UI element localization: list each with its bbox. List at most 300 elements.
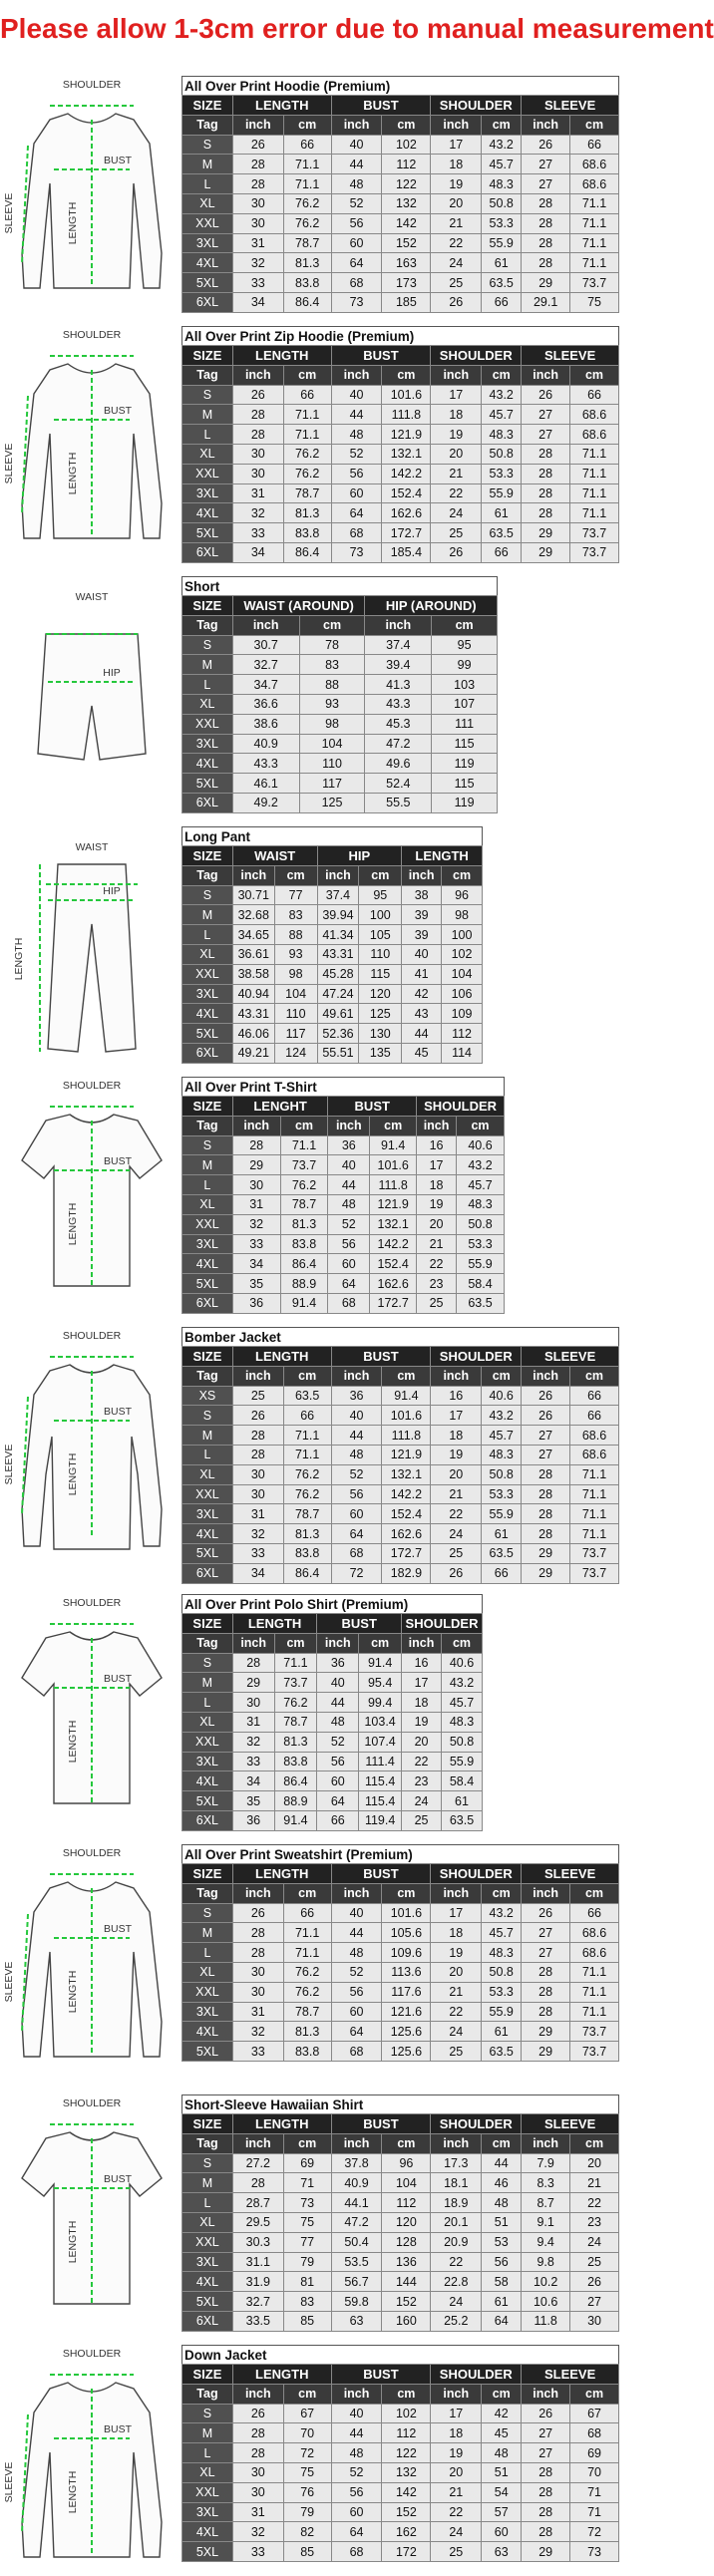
- measurement-cell: 88.9: [274, 1791, 317, 1811]
- measurement-cell: 20: [431, 1464, 482, 1484]
- inch-header: inch: [331, 1366, 382, 1386]
- measurement-cell: 93: [299, 694, 365, 714]
- group-header: SLEEVE: [522, 96, 619, 116]
- measurement-cell: 76.2: [283, 1484, 331, 1504]
- measurement-cell: 27: [522, 2443, 570, 2463]
- measurement-cell: 100: [442, 925, 483, 945]
- length-label: LENGTH: [67, 201, 79, 245]
- measurement-cell: 60: [331, 2002, 382, 2022]
- inch-header: inch: [317, 865, 359, 885]
- table-row: [182, 1464, 619, 1484]
- unit-header-row: [182, 865, 483, 885]
- measurement-cell: 130: [359, 1024, 402, 1044]
- measurement-cell: 40: [331, 1406, 382, 1426]
- measurement-cell: 44: [331, 405, 382, 425]
- measurement-cell: 71.1: [283, 1445, 331, 1464]
- measurement-cell: 66: [570, 1903, 619, 1923]
- table-row: [182, 1771, 483, 1791]
- measurement-cell: 31.1: [232, 2252, 283, 2272]
- measurement-cell: 142.2: [382, 464, 431, 483]
- cm-header: cm: [283, 2133, 331, 2153]
- group-header: BUST: [331, 346, 431, 366]
- measurement-cell: 81.3: [274, 1732, 317, 1752]
- size-tag-cell: L: [182, 1175, 233, 1195]
- sleeve-label: SLEEVE: [3, 1444, 15, 1485]
- measurement-cell: 27: [522, 425, 570, 445]
- measurement-cell: 83.8: [283, 523, 331, 543]
- inch-header: inch: [232, 2133, 283, 2153]
- measurement-cell: 32: [232, 1214, 280, 1234]
- size-tag-cell: 3XL: [182, 1234, 233, 1254]
- measurement-cell: 81.3: [283, 2022, 331, 2042]
- size-tag-cell: XL: [182, 1194, 233, 1214]
- garment-figure: [0, 824, 179, 1075]
- measurement-cell: 31: [232, 233, 283, 253]
- measurement-table: [181, 95, 619, 313]
- measurement-cell: 120: [382, 2212, 431, 2232]
- table-row: [182, 2522, 619, 2542]
- measurement-cell: 115: [432, 774, 498, 794]
- size-tag-cell: 5XL: [182, 1024, 233, 1044]
- cm-header: cm: [570, 1366, 619, 1386]
- measurement-cell: 30: [232, 1484, 283, 1504]
- measurement-cell: 71.1: [570, 253, 619, 273]
- measurement-cell: 128: [382, 2232, 431, 2252]
- bomber-garment-illustration: [0, 1325, 179, 1592]
- measurement-cell: 18: [431, 155, 482, 174]
- measurement-cell: 18: [431, 1426, 482, 1446]
- measurement-cell: 48: [331, 174, 382, 194]
- measurement-cell: 11.8: [522, 2311, 570, 2331]
- measurement-cell: 101.6: [382, 385, 431, 405]
- cm-header: cm: [482, 115, 522, 135]
- inch-header: inch: [331, 115, 382, 135]
- measurement-cell: 26: [522, 135, 570, 155]
- measurement-cell: 48: [482, 2193, 522, 2213]
- size-tag-cell: M: [182, 2423, 233, 2443]
- measurement-cell: 28: [232, 1135, 280, 1155]
- shoulder-label: SHOULDER: [62, 2348, 122, 2360]
- group-header: SLEEVE: [522, 346, 619, 366]
- measurement-cell: 49.61: [317, 1004, 359, 1024]
- measurement-cell: 101.6: [382, 1406, 431, 1426]
- measurement-cell: 66: [570, 135, 619, 155]
- measurement-cell: 44: [331, 1923, 382, 1943]
- group-header: SHOULDER: [417, 1097, 505, 1117]
- measurement-cell: 56: [482, 2252, 522, 2272]
- measurement-cell: 17.3: [431, 2153, 482, 2173]
- cm-header: cm: [570, 365, 619, 385]
- size-table-title: Long Pant: [181, 826, 483, 845]
- measurement-cell: 71.1: [570, 1484, 619, 1504]
- cm-header: cm: [382, 2384, 431, 2404]
- table-row: [182, 405, 619, 425]
- measurement-cell: 71.1: [283, 405, 331, 425]
- measurement-cell: 57: [482, 2502, 522, 2522]
- measurement-cell: 44: [331, 2423, 382, 2443]
- measurement-cell: 124: [274, 1043, 317, 1063]
- group-header: SHOULDER: [431, 1864, 522, 1884]
- measurement-cell: 28: [522, 193, 570, 213]
- measurement-cell: 68.6: [570, 1445, 619, 1464]
- cm-header: cm: [570, 2384, 619, 2404]
- measurement-cell: 29: [522, 2542, 570, 2562]
- measurement-cell: 98: [299, 714, 365, 734]
- measurement-cell: 95: [432, 635, 498, 655]
- tag-header: Tag: [182, 2133, 233, 2153]
- measurement-cell: 30: [232, 2482, 283, 2502]
- measurement-cell: 43.2: [457, 1155, 505, 1175]
- garment-outline: [48, 864, 136, 1052]
- size-tag-cell: L: [182, 1943, 233, 1963]
- size-table-title: All Over Print T-Shirt: [181, 1077, 505, 1096]
- measurement-cell: 18: [431, 1923, 482, 1943]
- group-header: WAIST (AROUND): [232, 596, 365, 616]
- measurement-cell: 32: [232, 2022, 283, 2042]
- table-row: [182, 655, 498, 675]
- measurement-cell: 17: [402, 1673, 442, 1693]
- polo-garment-illustration: [0, 1592, 179, 1842]
- measurement-cell: 24: [431, 1524, 482, 1544]
- measurement-cell: 40: [317, 1673, 359, 1693]
- table-row: [182, 292, 619, 312]
- measurement-cell: 40.94: [232, 984, 274, 1004]
- measurement-cell: 44: [482, 2153, 522, 2173]
- measurement-cell: 26: [232, 1903, 283, 1923]
- measurement-cell: 30: [232, 1693, 274, 1713]
- inch-header: inch: [331, 365, 382, 385]
- size-tag-cell: 5XL: [182, 1274, 233, 1294]
- table-row: [182, 1214, 505, 1234]
- group-header: LENGHT: [232, 1097, 328, 1117]
- table-row: [182, 885, 483, 905]
- measurement-cell: 64: [331, 2522, 382, 2542]
- length-label: LENGTH: [67, 452, 79, 495]
- measurement-cell: 36: [232, 1810, 274, 1830]
- size-tag-cell: S: [182, 385, 233, 405]
- cm-header: cm: [299, 615, 365, 635]
- size-tag-cell: 4XL: [182, 253, 233, 273]
- measurement-cell: 132.1: [382, 444, 431, 464]
- size-tag-cell: M: [182, 1426, 233, 1446]
- size-tag-cell: 5XL: [182, 2542, 233, 2562]
- measurement-cell: 68.6: [570, 405, 619, 425]
- hip-label: HIP: [103, 885, 121, 897]
- measurement-cell: 163: [382, 253, 431, 273]
- measurement-cell: 66: [482, 542, 522, 562]
- measurement-cell: 105.6: [382, 1923, 431, 1943]
- measurement-cell: 48.3: [482, 425, 522, 445]
- measurement-cell: 64: [331, 1524, 382, 1544]
- inch-header: inch: [431, 1366, 482, 1386]
- measurement-cell: 40: [331, 385, 382, 405]
- measurement-cell: 52: [331, 1962, 382, 1982]
- measurement-cell: 9.1: [522, 2212, 570, 2232]
- measurement-cell: 83: [283, 2292, 331, 2312]
- group-header: SLEEVE: [522, 2365, 619, 2385]
- table-row: [182, 483, 619, 503]
- measurement-cell: 43.2: [482, 385, 522, 405]
- measurement-cell: 117: [299, 774, 365, 794]
- garment-figure: [0, 574, 179, 824]
- unit-header-row: [182, 115, 619, 135]
- group-header: SHOULDER: [431, 96, 522, 116]
- length-label: LENGTH: [67, 2470, 79, 2514]
- measurement-cell: 26: [522, 1903, 570, 1923]
- measurement-cell: 63: [482, 2542, 522, 2562]
- measurement-cell: 52: [317, 1732, 359, 1752]
- measurement-cell: 68: [331, 273, 382, 293]
- cm-header: cm: [482, 2133, 522, 2153]
- table-row: [182, 1923, 619, 1943]
- measurement-cell: 25: [431, 1543, 482, 1563]
- measurement-cell: 52: [331, 1464, 382, 1484]
- measurement-cell: 119.4: [359, 1810, 402, 1830]
- measurement-cell: 83.8: [274, 1752, 317, 1771]
- table-row: [182, 174, 619, 194]
- measurement-cell: 73.7: [280, 1155, 328, 1175]
- measurement-warning-banner: Please allow 1-3cm error due to manual measurement: [0, 13, 714, 44]
- inch-header: inch: [331, 2133, 382, 2153]
- size-tag-cell: 5XL: [182, 2292, 233, 2312]
- measurement-cell: 73: [331, 542, 382, 562]
- measurement-cell: 45.7: [482, 1426, 522, 1446]
- measurement-cell: 71.1: [283, 425, 331, 445]
- measurement-cell: 40.6: [482, 1386, 522, 1406]
- cm-header: cm: [283, 365, 331, 385]
- group-header: BUST: [331, 1347, 431, 1367]
- measurement-cell: 81.3: [283, 253, 331, 273]
- measurement-cell: 49.6: [365, 754, 432, 774]
- measurement-cell: 78.7: [283, 483, 331, 503]
- measurement-cell: 95.4: [359, 1673, 402, 1693]
- size-tag-cell: XL: [182, 2212, 233, 2232]
- group-header: WAIST: [232, 846, 317, 866]
- measurement-cell: 22: [570, 2193, 619, 2213]
- measurement-cell: 16: [402, 1653, 442, 1673]
- measurement-table: [181, 595, 498, 813]
- size-chart-sweatshirt: [0, 1842, 629, 2093]
- measurement-cell: 41.3: [365, 675, 432, 695]
- table-row: [182, 964, 483, 984]
- size-tag-cell: XL: [182, 1464, 233, 1484]
- table-row: [182, 1810, 483, 1830]
- measurement-cell: 49.21: [232, 1043, 274, 1063]
- group-header-row: [182, 846, 483, 866]
- measurement-cell: 8.3: [522, 2173, 570, 2193]
- measurement-cell: 20: [431, 2462, 482, 2482]
- measurement-cell: 33: [232, 2542, 283, 2562]
- measurement-cell: 122: [382, 174, 431, 194]
- measurement-cell: 36: [317, 1653, 359, 1673]
- measurement-cell: 106: [442, 984, 483, 1004]
- measurement-cell: 50.4: [331, 2232, 382, 2252]
- measurement-cell: 132: [382, 2462, 431, 2482]
- measurement-cell: 121.9: [382, 425, 431, 445]
- table-row: [182, 1791, 483, 1811]
- measurement-cell: 152: [382, 2502, 431, 2522]
- measurement-cell: 32: [232, 2522, 283, 2542]
- size-tag-cell: 4XL: [182, 1254, 233, 1274]
- measurement-cell: 29: [522, 542, 570, 562]
- measurement-cell: 63.5: [283, 1386, 331, 1406]
- measurement-cell: 53.3: [482, 1982, 522, 2002]
- measurement-cell: 38.58: [232, 964, 274, 984]
- table-row: [182, 155, 619, 174]
- measurement-cell: 18: [431, 2423, 482, 2443]
- table-row: [182, 523, 619, 543]
- measurement-cell: 66: [570, 1386, 619, 1406]
- measurement-cell: 68: [331, 1543, 382, 1563]
- measurement-cell: 37.4: [317, 885, 359, 905]
- measurement-cell: 142.2: [382, 1484, 431, 1504]
- measurement-cell: 43.31: [232, 1004, 274, 1024]
- measurement-cell: 71: [283, 2173, 331, 2193]
- measurement-cell: 72: [331, 1563, 382, 1583]
- measurement-cell: 61: [482, 2292, 522, 2312]
- table-row: [182, 944, 483, 964]
- measurement-cell: 27: [522, 1923, 570, 1943]
- measurement-cell: 185.4: [382, 542, 431, 562]
- size-tag-cell: XXL: [182, 213, 233, 233]
- size-table: [181, 1594, 483, 1831]
- measurement-cell: 36: [331, 1386, 382, 1406]
- measurement-cell: 44.1: [331, 2193, 382, 2213]
- measurement-cell: 71.1: [570, 483, 619, 503]
- measurement-cell: 33: [232, 2042, 283, 2062]
- measurement-cell: 55.51: [317, 1043, 359, 1063]
- measurement-cell: 38: [402, 885, 442, 905]
- measurement-cell: 63.5: [482, 2042, 522, 2062]
- measurement-cell: 71.1: [570, 1962, 619, 1982]
- measurement-cell: 32.68: [232, 905, 274, 925]
- measurement-cell: 98: [442, 905, 483, 925]
- measurement-cell: 78.7: [283, 233, 331, 253]
- size-table: [181, 1844, 619, 2062]
- measurement-cell: 28: [522, 2502, 570, 2522]
- measurement-cell: 43.2: [482, 1903, 522, 1923]
- measurement-cell: 71.1: [283, 1923, 331, 1943]
- measurement-cell: 17: [431, 2404, 482, 2423]
- measurement-cell: 59.8: [331, 2292, 382, 2312]
- garment-figure: [0, 2093, 179, 2343]
- measurement-cell: 56: [331, 1484, 382, 1504]
- table-row: [182, 503, 619, 523]
- measurement-cell: 119: [432, 754, 498, 774]
- measurement-cell: 70: [570, 2462, 619, 2482]
- measurement-cell: 21: [417, 1234, 457, 1254]
- measurement-cell: 172.7: [370, 1293, 417, 1313]
- inch-header: inch: [232, 2384, 283, 2404]
- measurement-cell: 40: [331, 2404, 382, 2423]
- shoulder-label: SHOULDER: [62, 1597, 122, 1609]
- garment-figure: [0, 1325, 179, 1592]
- shoulder-label: SHOULDER: [62, 329, 122, 341]
- measurement-cell: 37.8: [331, 2153, 382, 2173]
- measurement-cell: 33: [232, 1543, 283, 1563]
- table-row: [182, 925, 483, 945]
- inch-header: inch: [522, 2133, 570, 2153]
- measurement-cell: 71.1: [570, 444, 619, 464]
- measurement-cell: 19: [431, 425, 482, 445]
- size-tag-cell: 6XL: [182, 2311, 233, 2331]
- table-row: [182, 905, 483, 925]
- measurement-cell: 68: [328, 1293, 370, 1313]
- size-table: [181, 826, 483, 1064]
- measurement-cell: 40.9: [331, 2173, 382, 2193]
- group-header: BUST: [331, 96, 431, 116]
- size-tag-cell: 6XL: [182, 1293, 233, 1313]
- measurement-cell: 75: [570, 292, 619, 312]
- measurement-cell: 93: [274, 944, 317, 964]
- table-row: [182, 135, 619, 155]
- measurement-cell: 23: [402, 1771, 442, 1791]
- group-header-row: [182, 346, 619, 366]
- measurement-cell: 122: [382, 2443, 431, 2463]
- measurement-cell: 104: [442, 964, 483, 984]
- measurement-cell: 40.6: [457, 1135, 505, 1155]
- measurement-cell: 76.2: [283, 1962, 331, 1982]
- measurement-cell: 66: [482, 292, 522, 312]
- measurement-table: [181, 1863, 619, 2062]
- size-header: SIZE: [182, 596, 233, 616]
- group-header: SHOULDER: [431, 2365, 522, 2385]
- size-header: SIZE: [182, 346, 233, 366]
- group-header-row: [182, 596, 498, 616]
- length-label: LENGTH: [67, 1202, 79, 1246]
- measurement-cell: 41.34: [317, 925, 359, 945]
- measurement-table: [181, 1096, 505, 1314]
- table-row: [182, 385, 619, 405]
- group-header: SLEEVE: [522, 1347, 619, 1367]
- measurement-cell: 81.3: [283, 503, 331, 523]
- measurement-cell: 83.8: [283, 273, 331, 293]
- inch-header: inch: [522, 115, 570, 135]
- size-tag-cell: 3XL: [182, 2502, 233, 2522]
- unit-header-row: [182, 1116, 505, 1135]
- unit-header-row: [182, 365, 619, 385]
- measurement-cell: 52: [331, 444, 382, 464]
- measurement-cell: 19: [431, 1943, 482, 1963]
- measurement-table: [181, 1346, 619, 1584]
- size-header: SIZE: [182, 846, 233, 866]
- size-tag-cell: XS: [182, 1386, 233, 1406]
- inch-header: inch: [431, 2384, 482, 2404]
- inch-header: inch: [232, 1633, 274, 1653]
- measurement-cell: 28: [522, 1524, 570, 1544]
- measurement-cell: 55.9: [482, 483, 522, 503]
- measurement-cell: 31.9: [232, 2272, 283, 2292]
- measurement-cell: 30: [232, 464, 283, 483]
- table-row: [182, 1524, 619, 1544]
- measurement-cell: 61: [482, 1524, 522, 1544]
- measurement-cell: 28: [232, 1426, 283, 1446]
- measurement-cell: 28: [232, 1923, 283, 1943]
- measurement-cell: 86.4: [283, 292, 331, 312]
- measurement-cell: 67: [570, 2404, 619, 2423]
- measurement-cell: 66: [317, 1810, 359, 1830]
- size-tag-cell: 6XL: [182, 542, 233, 562]
- table-row: [182, 253, 619, 273]
- size-tag-cell: 5XL: [182, 774, 233, 794]
- table-row: [182, 1653, 483, 1673]
- measurement-cell: 54: [482, 2482, 522, 2502]
- measurement-cell: 27: [570, 2292, 619, 2312]
- measurement-cell: 26: [232, 1406, 283, 1426]
- measurement-cell: 136: [382, 2252, 431, 2272]
- size-tag-cell: M: [182, 155, 233, 174]
- measurement-cell: 104: [382, 2173, 431, 2193]
